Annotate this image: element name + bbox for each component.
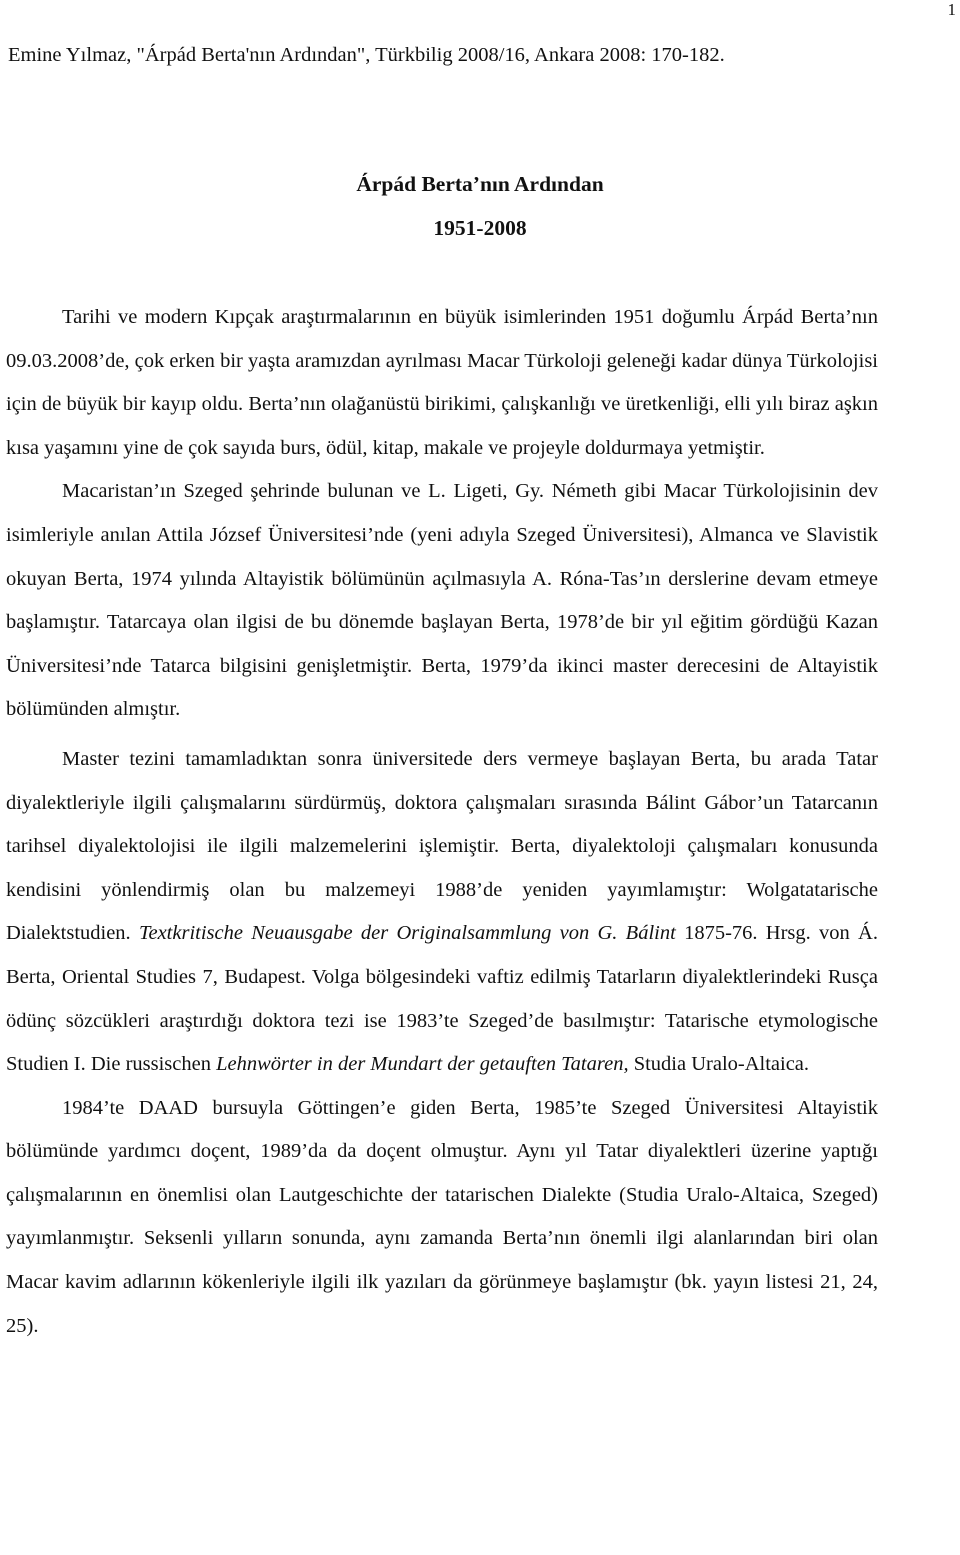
- book-title-italic: Textkritische Neuausgabe der Originalsammlung von G. Bálint: [138, 922, 676, 945]
- book-title-italic: Lehnwörter in der Mundart der getauften Tataren,: [216, 1053, 629, 1076]
- citation-line: Emine Yılmaz, "Árpád Berta'nın Ardından", Türkbilig 2008/16, Ankara 2008: 170-182.: [8, 44, 725, 66]
- paragraph: [6, 470, 878, 732]
- page-number: 1: [947, 0, 956, 19]
- paragraph: [6, 296, 878, 470]
- paragraph-text: 1984’te DAAD bursuyla Göttingen’e giden Berta, 1985’te Szeged Üniversitesi Altayistik bölümünde yardımcı doçent, 1989’da da doçent olmuştur. Aynı yıl Tatar diyalektleri üzerine yaptığı çalışmalarının en önemlisi olan Lautgeschichte der tatarischen Dialekte (Studia Uralo-Altaica, Szeged) yayımlanmıştır. Seksenli yılların sonunda, aynı zamanda Berta’nın önemli ilgi alanlarından biri olan Macar kavim adlarının kökenleriyle ilgili ilk yazıları da görünmeye başlamıştır (bk. yayın listesi 21, 24, 25).: [6, 1096, 878, 1337]
- article-title: Árpád Berta’nın Ardından: [356, 172, 604, 196]
- paragraph-text: 1875-76. Hrsg. von Á. Berta, Oriental Studies 7, Budapest. Volga bölgesindeki vaftiz edilmiş Tatarların diyalektlerindeki Rusça ödünç sözcükleri araştırdığı doktora tezi ise 1983’te Szeged’de basılmıştır: Tatarische etymologische Studien I. Die russischen: [6, 922, 878, 1076]
- article-body: [6, 296, 878, 1348]
- paragraph: [6, 738, 878, 1087]
- paragraph-text: Master tezini tamamladıktan sonra üniversitede ders vermeye başlayan Berta, bu arada Tatar diyalektleriyle ilgili çalışmalarını sürdürmüş, doktora çalışmaları sırasında Bálint Gábor’un Tatarcanın tarihsel diyalektolojisi ile ilgili malzemelerini işlemiştir. Berta, diyalektoloji çalışmaları konusunda kendisini yönlendirmiş olan bu malzemeyi 1988’de yeniden yayımlamıştır: Wolgatatarische Dialektstudien.: [6, 747, 878, 945]
- article-years: 1951-2008: [433, 216, 527, 240]
- paragraph: [6, 1087, 878, 1349]
- paragraph-text: Studia Uralo-Altaica.: [628, 1053, 810, 1076]
- paragraph-text: Tarihi ve modern Kıpçak araştırmalarının en büyük isimlerinden 1951 doğumlu Árpád Berta’nın 09.03.2008’de, çok erken bir yaşta aramızdan ayrılması Macar Türkoloji geleneği kadar dünya Türkolojisi için de büyük bir kayıp oldu. Berta’nın olağanüstü birikimi, çalışkanlığı ve üretkenliği, elli yılı biraz aşkın kısa yaşamını yine de çok sayıda burs, ödül, kitap, makale ve projeyle doldurmaya yetmiştir.: [6, 306, 878, 459]
- paragraph-text: Macaristan’ın Szeged şehrinde bulunan ve L. Ligeti, Gy. Németh gibi Macar Türkolojisinin dev isimleriyle anılan Attila József Üniversitesi’nde (yeni adıyla Szeged Üniversitesi), Almanca ve Slavistik okuyan Berta, 1974 yılında Altayistik bölümünün açılmasıyla A. Róna-Tas’ın derslerine devam etmeye başlamıştır. Tatarcaya olan ilgisi de bu dönemde başlayan Berta, 1978’de bir yıl eğitim gördüğü Kazan Üniversitesi’nde Tatarca bilgisini genişletmiştir. Berta, 1979’da ikinci master derecesini de Altayistik bölümünden almıştır.: [6, 480, 878, 721]
